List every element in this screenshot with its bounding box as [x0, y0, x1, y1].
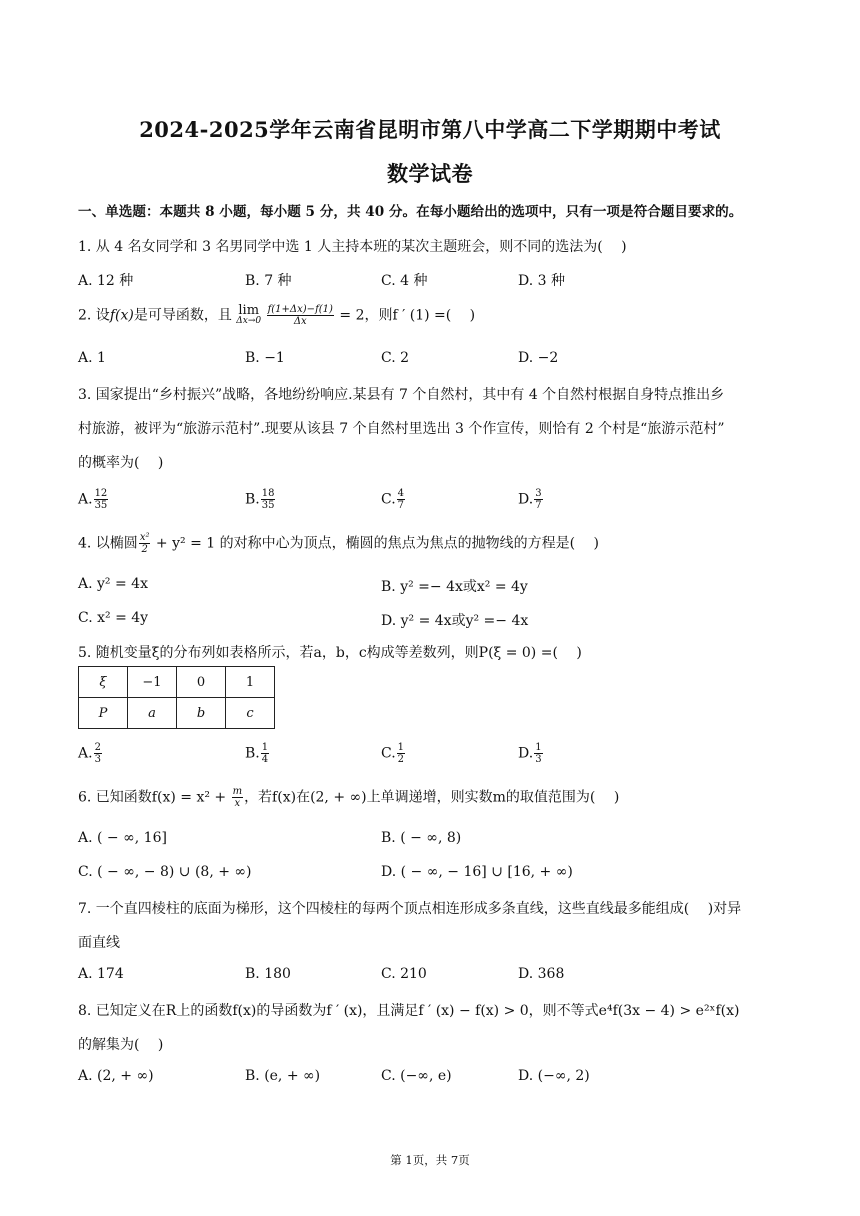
question-1-text: 1. 从 4 名女同学和 3 名男同学中选 1 人主持本班的某次主题班会，则不同的选法为( ) [78, 239, 627, 255]
q2-limit [236, 302, 262, 327]
q5-a-frac [94, 742, 102, 765]
q3-b-num: 18 [261, 488, 275, 499]
question-6-text [78, 786, 619, 809]
q5-option-d [518, 742, 544, 765]
q6-option-d: D. ( − ∞, − 16] ∪ [16, + ∞) [381, 864, 573, 880]
table-row [79, 667, 275, 698]
q6-tail: ，若f(x)在(2, + ∞)上单调递增，则实数m的取值范围为( ) [244, 789, 620, 806]
question-3-line-1: 3. 国家提出“乡村振兴”战略，各地纷纷响应.某县有 7 个自然村，其中有 4 个自然村根据自身特点推出乡 [78, 387, 725, 403]
q6-prefix: 6. 已知函数f(x) = x² + [78, 789, 231, 806]
q2-option-b: B. −1 [245, 350, 285, 366]
question-3-line-2: 村旅游，被评为“旅游示范村”.现要从该县 7 个自然村里选出 3 个作宣传，则恰有 2 个村是“旅游示范村” [78, 421, 725, 437]
q7-option-b: B. 180 [245, 966, 291, 982]
q5-option-c [381, 742, 406, 765]
q2-option-d: D. −2 [518, 350, 559, 366]
q5-d-frac [534, 742, 542, 765]
q3-a-frac [94, 488, 109, 511]
q8-option-b: B. (e, + ∞) [245, 1068, 321, 1084]
q3-d-label: D. [518, 491, 534, 508]
q5-option-b [245, 742, 270, 765]
table-cell: a [128, 698, 177, 729]
q3-option-c [381, 488, 406, 511]
q6-option-c: C. ( − ∞, − 8) ∪ (8, + ∞) [78, 864, 252, 880]
table-cell: P [79, 698, 128, 729]
question-8-line-1: 8. 已知定义在R上的函数f(x)的导函数为f ′ (x)，且满足f ′ (x) − f(x) > 0，则不等式e⁴f(3x − 4) > e²ˣf(x) [78, 1003, 740, 1019]
q3-option-b [245, 488, 276, 511]
table-cell: c [226, 698, 275, 729]
q4-option-b: B. y² =− 4x或x² = 4y [381, 579, 528, 595]
q7-option-d: D. 368 [518, 966, 565, 982]
q2-mid: 是可导函数，且 [133, 307, 232, 324]
q1-option-b: B. 7 种 [245, 273, 292, 289]
q3-option-a [78, 488, 109, 511]
q8-option-d: D. (−∞, 2) [518, 1068, 590, 1084]
exam-subtitle: 数学试卷 [387, 161, 473, 186]
q3-b-frac [261, 488, 276, 511]
q6-option-a: A. ( − ∞, 16] [78, 830, 167, 846]
table-cell: 1 [226, 667, 275, 698]
q5-d-num: 1 [535, 742, 542, 753]
q3-c-num: 4 [397, 488, 405, 499]
q5-b-label: B. [245, 745, 260, 762]
q2-lim-sub: Δx→0 [236, 315, 262, 326]
q3-c-label: C. [381, 491, 396, 508]
q4-option-a: A. y² = 4x [78, 576, 148, 592]
question-3-line-3: 的概率为( ) [78, 455, 164, 471]
q2-frac-num: f(1+Δx)−f(1) [267, 304, 333, 315]
q2-option-c: C. 2 [381, 350, 410, 366]
q3-c-frac [397, 488, 405, 511]
q2-frac-den: Δx [293, 316, 307, 327]
table-cell: −1 [128, 667, 177, 698]
question-2-text [78, 304, 475, 327]
question-7-line-2: 面直线 [78, 935, 120, 951]
q4-tail: + y² = 1 的对称中心为顶点，椭圆的焦点为焦点的抛物线的方程是( ) [151, 535, 599, 552]
q5-option-a [78, 742, 103, 765]
q7-option-c: C. 210 [381, 966, 427, 982]
q1-option-c: C. 4 种 [381, 273, 428, 289]
q5-b-num: 1 [261, 742, 269, 753]
q4-frac-num: x² [139, 532, 150, 543]
q4-option-c: C. x² = 4y [78, 610, 149, 626]
question-4-text [78, 532, 599, 555]
q2-fraction [267, 304, 334, 327]
q5-a-den: 3 [94, 754, 101, 765]
q6-frac-den: x [234, 798, 241, 809]
q1-option-d: D. 3 种 [518, 273, 565, 289]
q8-option-c: C. (−∞, e) [381, 1068, 452, 1084]
q3-option-d [518, 488, 544, 511]
section-heading: 一、单选题：本题共 8 小题，每小题 5 分，共 40 分。在每小题给出的选项中，只有一项是符合题目要求的。 [78, 204, 743, 220]
q5-c-frac [397, 742, 405, 765]
q5-d-den: 3 [535, 754, 542, 765]
q2-prefix: 2. 设 [78, 307, 110, 324]
q5-b-den: 4 [261, 754, 269, 765]
q1-option-a: A. 12 种 [78, 273, 134, 289]
exam-title: 2024-2025学年云南省昆明市第八中学高二下学期期中考试 [139, 117, 721, 142]
q3-b-den: 35 [261, 500, 275, 511]
q4-option-d: D. y² = 4x或y² =− 4x [381, 613, 529, 629]
table-cell: ξ [79, 667, 128, 698]
distribution-table [78, 666, 275, 729]
q3-a-den: 35 [94, 500, 108, 511]
q3-b-label: B. [245, 491, 260, 508]
question-7-line-1: 7. 一个直四棱柱的底面为梯形，这个四棱柱的每两个顶点相连形成多条直线，这些直线最多能组成( )对异 [78, 901, 742, 917]
q7-option-a: A. 174 [78, 966, 124, 982]
q3-a-num: 12 [94, 488, 108, 499]
q5-c-label: C. [381, 745, 396, 762]
q3-d-den: 7 [535, 500, 542, 511]
q5-a-label: A. [78, 745, 93, 762]
q3-a-label: A. [78, 491, 93, 508]
q4-fraction [139, 532, 151, 555]
q3-d-frac [534, 488, 542, 511]
page-footer: 第 1页，共 7页 [390, 1153, 470, 1167]
q5-d-label: D. [518, 745, 534, 762]
q6-fraction [232, 786, 243, 809]
q2-fx: f(x) [109, 307, 134, 324]
q4-frac-den: 2 [141, 544, 148, 555]
q2-lim-word: lim [238, 302, 260, 318]
q5-b-frac [261, 742, 269, 765]
q3-d-num: 3 [535, 488, 542, 499]
q4-prefix: 4. 以椭圆 [78, 535, 138, 552]
table-cell: b [177, 698, 226, 729]
q3-c-den: 7 [397, 500, 405, 511]
q5-c-num: 1 [397, 742, 405, 753]
q2-option-a: A. 1 [78, 350, 106, 366]
q5-c-den: 2 [397, 754, 405, 765]
q6-frac-num: m [232, 786, 243, 797]
question-5-text: 5. 随机变量ξ的分布列如表格所示，若a，b，c构成等差数列，则P(ξ = 0) =( ) [78, 645, 582, 661]
table-row [79, 698, 275, 729]
q8-option-a: A. (2, + ∞) [78, 1068, 154, 1084]
question-8-line-2: 的解集为( ) [78, 1037, 164, 1053]
q2-tail: = 2，则f ′ (1) =( ) [334, 307, 476, 324]
q5-a-num: 2 [94, 742, 101, 753]
table-cell: 0 [177, 667, 226, 698]
q6-option-b: B. ( − ∞, 8) [381, 830, 462, 846]
